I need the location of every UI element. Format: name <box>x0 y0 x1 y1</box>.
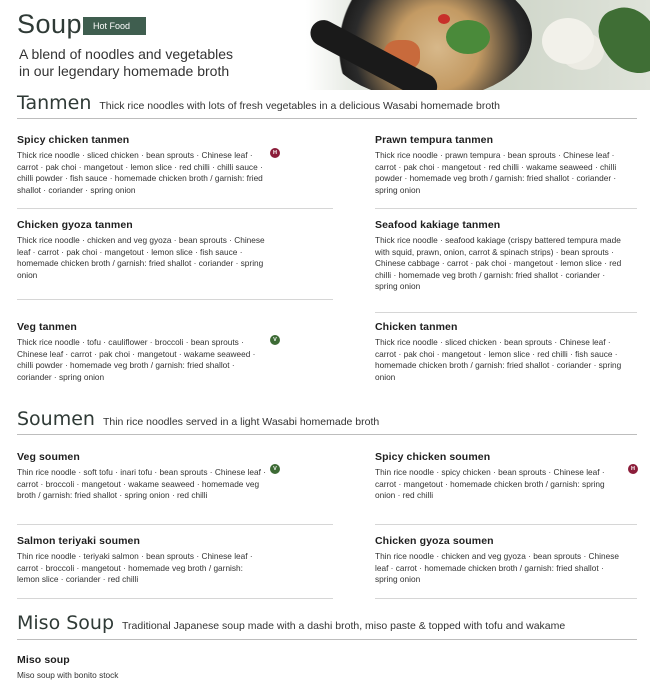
item-name: Chicken gyoza soumen <box>375 535 494 547</box>
menu-item[interactable] <box>17 321 267 383</box>
vegetarian-icon: V <box>270 335 280 345</box>
item-description: Thick rice noodle · prawn tempura · bean sprouts · Chinese leaf · carrot · pak choi · mangetout · red chilli · wakame seaweed · chilli powder · homemade veg broth / garnish: fried shallot · coriander · spring onion <box>375 150 617 195</box>
menu-item[interactable] <box>17 654 267 682</box>
item-divider <box>375 598 637 599</box>
section-header-miso <box>17 612 565 636</box>
hot-icon: H <box>628 464 638 474</box>
section-divider <box>17 639 637 640</box>
menu-item[interactable] <box>375 535 625 586</box>
section-description: Thick rice noodles with lots of fresh vegetables in a delicious Wasabi homemade broth <box>99 100 500 112</box>
menu-item[interactable] <box>17 451 267 502</box>
item-name: Veg tanmen <box>17 321 77 333</box>
item-description: Thick rice noodle · tofu · cauliflower · broccoli · bean sprouts · Chinese leaf · carrot · pak choi · mangetout · wakame seaweed · chilli powder · homemade veg broth / garnish: fried shallot · coriander · spring onion <box>17 337 256 382</box>
item-description: Thick rice noodle · sliced chicken · bean sprouts · Chinese leaf · carrot · pak choi · mangetout · lemon slice · red chilli · chilli sauce · chilli powder · fish sauce · homemade chicken broth / garnish: fried shallot · coriander · spring onion <box>17 150 263 195</box>
item-description: Thin rice noodle · soft tofu · inari tofu · bean sprouts · Chinese leaf · carrot · broccoli · mangetout · wakame seaweed · homemade veg broth / garnish: fried shallot · spring onion · red chilli <box>17 467 267 501</box>
item-divider <box>17 598 333 599</box>
section-header-tanmen <box>17 92 500 116</box>
menu-item[interactable] <box>375 219 625 293</box>
section-title: Tanmen <box>17 92 92 114</box>
section-divider <box>17 434 637 435</box>
hot-icon: H <box>270 148 280 158</box>
item-name: Prawn tempura tanmen <box>375 134 494 146</box>
vegetarian-icon: V <box>270 464 280 474</box>
item-description: Thick rice noodle · sliced chicken · bean sprouts · Chinese leaf · carrot · pak choi · mangetout · lemon slice · red chilli · fish sauce · homemade chicken broth / garnish: fried shallot · coriander · spring onion <box>375 337 622 382</box>
menu-item[interactable] <box>17 219 267 281</box>
item-name: Spicy chicken tanmen <box>17 134 130 146</box>
item-divider <box>375 312 637 313</box>
intro-text <box>19 46 233 80</box>
menu-item[interactable] <box>375 451 625 502</box>
section-title: Miso Soup <box>17 612 115 634</box>
menu-item[interactable] <box>17 134 267 196</box>
item-description: Thin rice noodle · chicken and veg gyoza · bean sprouts · Chinese leaf · carrot · homemade chicken broth / garnish: fried shallot · spring onion <box>375 551 619 585</box>
page-title: Soup <box>17 9 83 39</box>
item-description: Thin rice noodle · spicy chicken · bean sprouts · Chinese leaf · carrot · mangetout · homemade chicken broth / garnish: spring onion · red chilli <box>375 467 605 501</box>
section-divider <box>17 118 637 119</box>
hero-banner <box>0 0 650 90</box>
menu-item[interactable] <box>17 535 267 586</box>
item-name: Miso soup <box>17 654 70 666</box>
item-divider <box>17 299 333 300</box>
soup-photo <box>306 0 650 90</box>
item-description: Thick rice noodle · seafood kakiage (crispy battered tempura made with squid, prawn, onion, carrot & spinach strips) · bean sprouts · Chinese cabbage · carrot · pak choi · mangetout · lemon slice · red chilli · homemade veg broth / garnish: fried shallot · coriander · spring onion <box>375 235 622 292</box>
item-description: Thick rice noodle · chicken and veg gyoza · bean sprouts · Chinese leaf · carrot · pak choi · mangetout · lemon slice · fish sauce · homemade chicken broth / garnish: fried shallot · coriander · spring onion <box>17 235 265 280</box>
category-badge: Hot Food <box>83 17 146 35</box>
item-divider <box>17 208 333 209</box>
menu-item[interactable] <box>375 321 625 383</box>
item-name: Chicken tanmen <box>375 321 458 333</box>
item-divider <box>375 208 637 209</box>
menu-item[interactable] <box>375 134 625 196</box>
section-title: Soumen <box>17 408 95 430</box>
item-name: Spicy chicken soumen <box>375 451 491 463</box>
item-description: Miso soup with bonito stock <box>17 670 119 680</box>
section-header-soumen <box>17 408 379 432</box>
item-name: Seafood kakiage tanmen <box>375 219 501 231</box>
item-name: Veg soumen <box>17 451 80 463</box>
section-description: Thin rice noodles served in a light Wasabi homemade broth <box>102 416 380 428</box>
item-name: Chicken gyoza tanmen <box>17 219 133 231</box>
intro-line: in our legendary homemade broth <box>19 63 230 79</box>
intro-line: A blend of noodles and vegetables <box>19 46 234 62</box>
item-divider <box>17 524 333 525</box>
item-divider <box>375 524 637 525</box>
item-description: Thin rice noodle · teriyaki salmon · bean sprouts · Chinese leaf · carrot · broccoli · mangetout · homemade veg broth / garnish: lemon slice · coriander · red chilli <box>17 551 253 585</box>
item-name: Salmon teriyaki soumen <box>17 535 140 547</box>
section-description: Traditional Japanese soup made with a dashi broth, miso paste & topped with tofu and wakame <box>122 620 566 632</box>
